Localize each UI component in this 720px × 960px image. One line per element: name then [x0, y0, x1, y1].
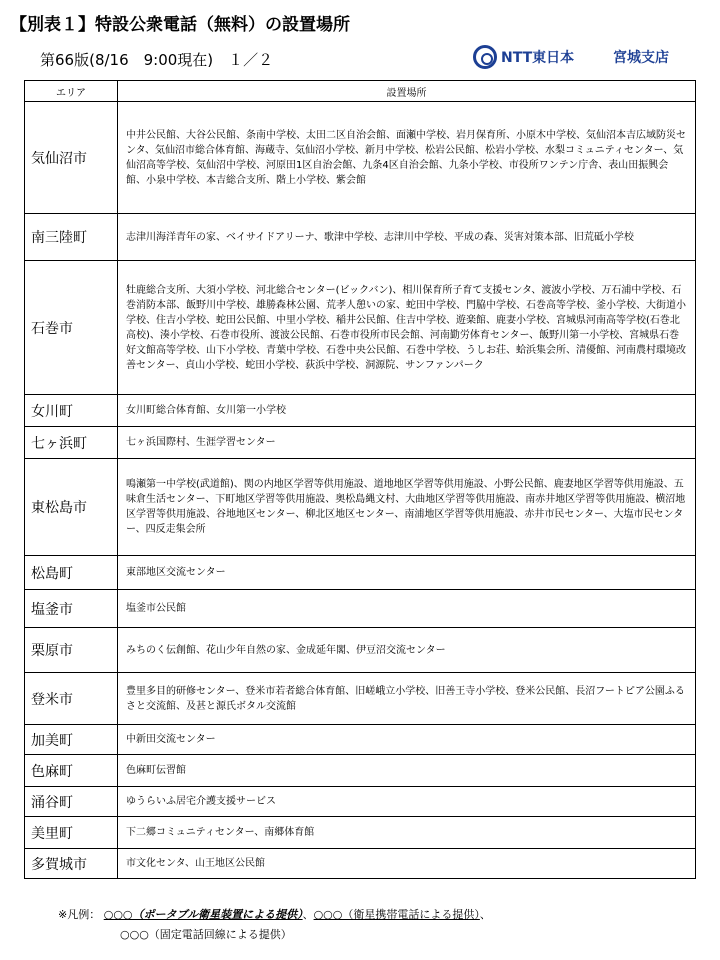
places-cell: 市文化センタ、山王地区公民館 — [118, 849, 696, 879]
page-title: 【別表１】特設公衆電話（無料）の設置場所 — [10, 15, 350, 35]
places-cell: 豊里多目的研修センター、登米市若者総合体育館、旧嵯峨立小学校、旧善王寺小学校、登米公民館、長沼フートピア公園ふるさと交流館、及甚と源氏ボタル交流館 — [118, 673, 696, 725]
logo-text: NTT東日本 — [501, 50, 575, 66]
legend-portable-satellite: ○○○（ポータブル衛星装置による提供） — [103, 908, 303, 921]
places-cell: 塩釜市公民館 — [118, 590, 696, 628]
area-cell: 七ヶ浜町 — [25, 427, 118, 459]
table-row — [25, 556, 696, 590]
places-cell: 中新田交流センター — [118, 725, 696, 755]
places-cell: 七ヶ浜国際村、生涯学習センター — [118, 427, 696, 459]
area-cell: 南三陸町 — [25, 214, 118, 261]
places-cell: ゆうらいふ居宅介護支援サービス — [118, 787, 696, 817]
area-cell: 多賀城市 — [25, 849, 118, 879]
table-row — [25, 755, 696, 787]
places-cell: 女川町総合体育館、女川第一小学校 — [118, 395, 696, 427]
table-row — [25, 102, 696, 214]
table-row — [25, 427, 696, 459]
places-cell: 牡鹿総合支所、大須小学校、河北総合センター(ビックバン)、相川保育所子育て支援センタ、渡波小学校、万石浦中学校、石巻消防本部、飯野川中学校、雄勝森林公園、荒孝人憩いの家、蛇田中学校、門脇中学校、石巻高等学校、釜小学校、大街道小学校、住吉小学校、蛇田公民館、中里小学校、稲井公民館、住吉中学校、遊楽館、鹿妻小学校、宮城県河南高等学校(石巻北高校)、湊小学校、石巻市役所、渡波公民館、石巻市役所市民会館、河南勤労体育センター、飯野川第一小学校、宮城県石巻好文館高等学校、山下小学校、青葉中学校、石巻中央公民館、石巻中学校、うしお荘、蛤浜集会所、清優館、河南農村環境改善センター、貞山小学校、蛇田小学校、荻浜中学校、洞源院、サンファンパーク — [118, 261, 696, 395]
area-cell: 気仙沼市 — [25, 102, 118, 214]
places-cell: みちのく伝創館、花山少年自然の家、金成延年閣、伊豆沼交流センター — [118, 628, 696, 673]
area-cell: 加美町 — [25, 725, 118, 755]
table-row — [25, 628, 696, 673]
places-cell: 鳴瀬第一中学校(武道館)、関の内地区学習等供用施設、道地地区学習等供用施設、小野公民館、鹿妻地区学習等供用施設、五味倉生活センター、下町地区学習等供用施設、奥松島縄文村、大曲地区学習等供用施設、南赤井地区学習等供用施設、横沼地区学習等供用施設、谷地地区センター、柳北区地区センター、南浦地区学習等供用施設、赤井市民センター、大塩市民センター、四反走集会所 — [118, 459, 696, 556]
area-cell: 女川町 — [25, 395, 118, 427]
ntt-logo — [473, 42, 588, 72]
table-row — [25, 395, 696, 427]
places-cell: 色麻町伝習館 — [118, 755, 696, 787]
area-cell: 石巻市 — [25, 261, 118, 395]
table-row — [25, 459, 696, 556]
table-row — [25, 787, 696, 817]
area-cell: 塩釜市 — [25, 590, 118, 628]
legend-line-1 — [58, 906, 491, 922]
header-places: 設置場所 — [118, 81, 696, 102]
area-cell: 涌谷町 — [25, 787, 118, 817]
locations-table — [24, 80, 696, 879]
table-row — [25, 725, 696, 755]
legend-satellite-phone: ○○○（衛星携帯電話による提供） — [313, 908, 480, 921]
table-row — [25, 673, 696, 725]
table-header-row — [25, 81, 696, 102]
legend-separator: 、 — [302, 908, 314, 921]
places-cell: 中井公民館、大谷公民館、条南中学校、太田二区自治会館、面瀬中学校、岩月保育所、小原木中学校、気仙沼本吉広域防災センタ、気仙沼市総合体育館、海蔵寺、気仙沼小学校、新月中学校、松岩公民館、松岩小学校、水梨コミュニティセンター、気仙沼高等学校、気仙沼中学校、河原田1区自治会館、九条4区自治会館、九条小学校、市役所ワンテン庁舎、表山田振興会館、小泉中学校、本吉総合支所、階上小学校、紫会館 — [118, 102, 696, 214]
ntt-logo-icon — [473, 45, 497, 69]
legend-separator: 、 — [479, 908, 491, 921]
table-row — [25, 214, 696, 261]
table-row — [25, 849, 696, 879]
edition-label: 第66版(8/16 9:00現在) １／２ — [40, 51, 274, 69]
table-row — [25, 817, 696, 849]
legend-fixed-line: ○○○（固定電話回線による提供） — [120, 928, 292, 941]
area-cell: 栗原市 — [25, 628, 118, 673]
area-cell: 松島町 — [25, 556, 118, 590]
places-cell: 下二郷コミュニティセンター、南郷体育館 — [118, 817, 696, 849]
table-row — [25, 261, 696, 395]
places-cell: 志津川海洋青年の家、ベイサイドアリーナ、歌津中学校、志津川中学校、平成の森、災害対策本部、旧荒砥小学校 — [118, 214, 696, 261]
area-cell: 美里町 — [25, 817, 118, 849]
area-cell: 登米市 — [25, 673, 118, 725]
legend-label: ※凡例： — [58, 908, 101, 921]
table-row — [25, 590, 696, 628]
branch-name: 宮城支店 — [613, 50, 669, 66]
area-cell: 色麻町 — [25, 755, 118, 787]
area-cell: 東松島市 — [25, 459, 118, 556]
header-area: エリア — [25, 81, 118, 102]
places-cell: 東部地区交流センター — [118, 556, 696, 590]
legend-line-2 — [120, 926, 292, 942]
